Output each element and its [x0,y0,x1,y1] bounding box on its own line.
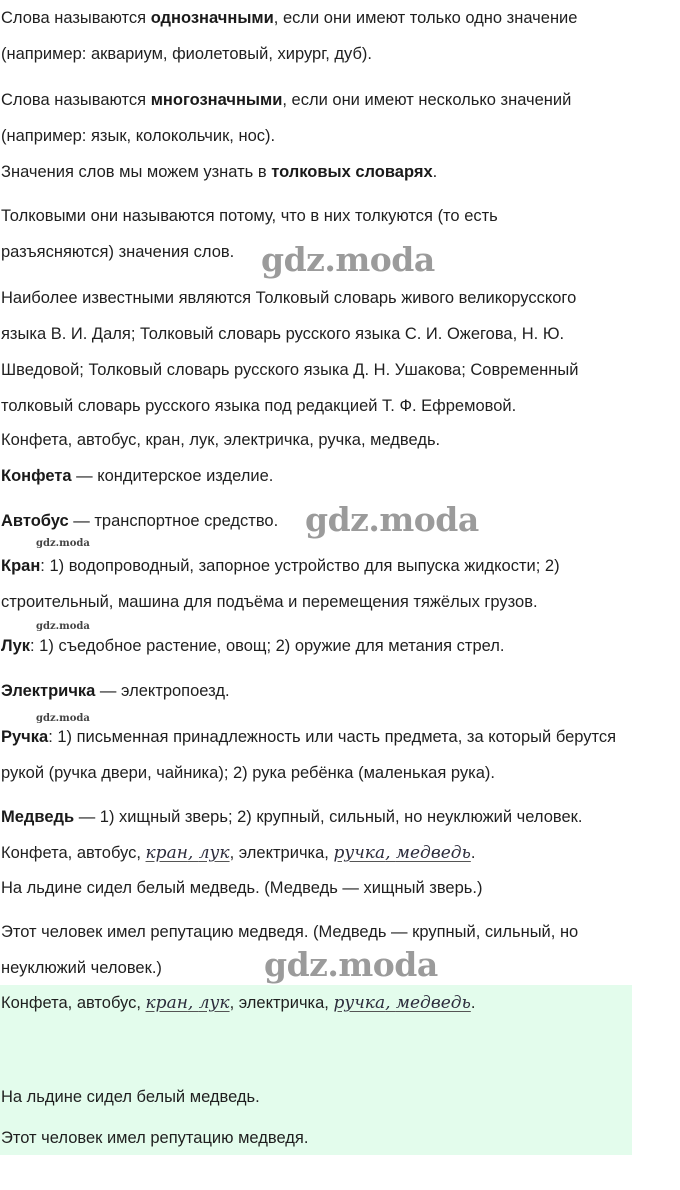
watermark-small-1: gdz.moda [36,538,90,549]
watermark-logo-1: gdz.moda [261,240,435,279]
paragraph-why-explanatory-1: Толковыми они называются потому, что в них толкуются (то есть [1,207,498,225]
term-polysemous: многозначными [150,91,283,109]
exercise-words-line: Конфета, автобус, кран, лук, электричка, ручка, медведь. [1,431,441,449]
paragraph-why-explanatory-2: разъясняются) значения слов. [1,243,235,261]
polysemous-word-ruchka: ручка [333,843,386,863]
green-word-kran: кран [145,993,188,1013]
paragraph-famous-dictionaries-2: языка В. И. Даля; Толковый словарь русского языка С. И. Ожегова, Н. Ю. [1,325,565,343]
paragraph-famous-dictionaries-3: Шведовой; Толковый словарь русского языка Д. Н. Ушакова; Современный [1,361,579,379]
watermark-small-2: gdz.moda [36,621,90,632]
green-word-luk: лук [198,993,230,1013]
example-sentence-2-line1: Этот человек имел репутацию медведя. (Медведь — крупный, сильный, но [1,923,579,941]
paragraph-famous-dictionaries-1: Наиболее известными являются Толковый словарь живого великорусского [1,289,577,307]
paragraph-examples-polysemous: (например: язык, колокольчик, нос). [1,127,276,145]
term-monosemous: однозначными [150,9,274,27]
paragraph-definition-polysemous: Слова называются многозначными, если они имеют несколько значений [1,91,572,109]
watermark-logo-2: gdz.moda [305,500,479,539]
green-word-medved: медведь [395,993,471,1013]
green-words-line: Конфета, автобус, кран, лук, электричка, ручка, медведь. [1,993,476,1013]
definition-elektrichka: Электричка — электропоезд. [1,682,230,700]
answer-highlight-block [0,985,632,1155]
definition-ruchka: Ручка: 1) письменная принадлежность или часть предмета, за который берутся [1,728,617,746]
polysemous-word-medved: медведь [395,843,471,863]
green-sentence-2: Этот человек имел репутацию медведя. [1,1129,309,1147]
answer-words-line: Конфета, автобус, кран, лук, электричка, ручка, медведь. [1,843,476,863]
definition-luk: Лук: 1) съедобное растение, овощ; 2) оружие для метания стрел. [1,637,505,655]
paragraph-examples-monosemous: (например: аквариум, фиолетовый, хирург, дуб). [1,45,372,63]
definition-kran: Кран: 1) водопроводный, запорное устройство для выпуска жидкости; 2) [1,557,560,575]
paragraph-definition-monosemous: Слова называются однозначными, если они имеют только одно значение [1,9,578,27]
definition-konfeta: Конфета — кондитерское изделие. [1,467,274,485]
paragraph-dictionaries: Значения слов мы можем узнать в толковых словарях. [1,163,438,181]
polysemous-word-luk: лук [198,843,230,863]
paragraph-famous-dictionaries-4: толковый словарь русского языка под редакцией Т. Ф. Ефремовой. [1,397,517,415]
watermark-logo-3: gdz.moda [264,945,438,984]
watermark-small-3: gdz.moda [36,713,90,724]
polysemous-word-kran: кран [145,843,188,863]
green-word-ruchka: ручка [333,993,386,1013]
definition-kran-line2: строительный, машина для подъёма и перемещения тяжёлых грузов. [1,593,538,611]
definition-ruchka-line2: рукой (ручка двери, чайника); 2) рука ребёнка (маленькая рука). [1,764,495,782]
term-dictionaries: толковых словарях [271,163,433,181]
example-sentence-1: На льдине сидел белый медведь. (Медведь — хищный зверь.) [1,879,483,897]
definition-avtobus: Автобус — транспортное средство. [1,512,279,530]
example-sentence-2-line2: неуклюжий человек.) [1,959,162,977]
definition-medved: Медведь — 1) хищный зверь; 2) крупный, сильный, но неуклюжий человек. [1,808,583,826]
green-sentence-1: На льдине сидел белый медведь. [1,1088,260,1106]
